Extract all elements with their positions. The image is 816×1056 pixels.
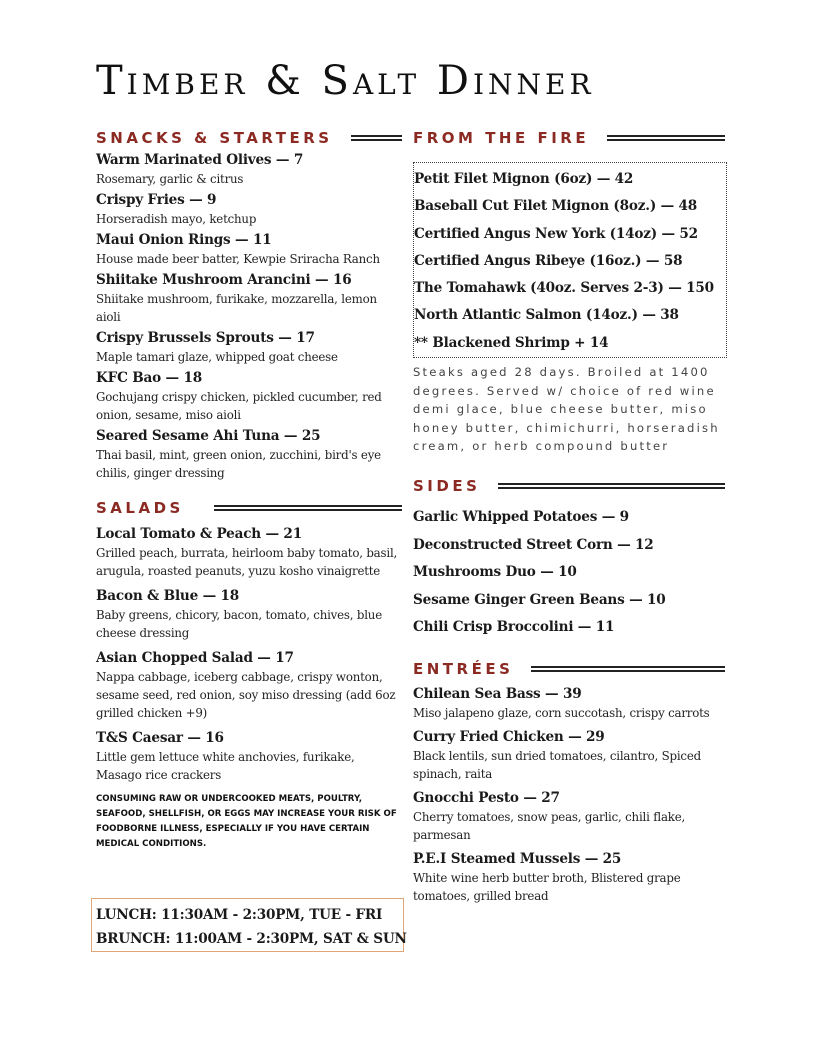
menu-item: Mushrooms Duo — 10 xyxy=(413,564,577,581)
steak-list-box xyxy=(413,162,727,358)
menu-item xyxy=(96,151,402,188)
item-description: Baby greens, chicory, bacon, tomato, chives, blue cheese dressing xyxy=(96,608,382,640)
item-description: Little gem lettuce white anchovies, furikake, Masago rice crackers xyxy=(96,750,355,782)
food-safety-warning: CONSUMING RAW OR UNDERCOOKED MEATS, POULTRY, SEAFOOD, SHELLFISH, OR EGGS MAY INCREASE YOUR RISK OF FOODBORNE ILLNESS, ESPECIALLY IF YOU HAVE CERTAIN MEDICAL CONDITIONS. xyxy=(96,794,397,849)
item-name: Curry Fried Chicken — 29 xyxy=(413,728,605,745)
item-description: Gochujang crispy chicken, pickled cucumber, red onion, sesame, miso aioli xyxy=(96,390,382,422)
right-column xyxy=(413,128,725,905)
snacks-section xyxy=(96,128,402,482)
menu-item: Baseball Cut Filet Mignon (8oz.) — 48 xyxy=(414,198,698,215)
item-description: House made beer batter, Kewpie Sriracha Ranch xyxy=(96,252,380,266)
item-name: Bacon & Blue — 18 xyxy=(96,588,240,604)
section-title: SALADS xyxy=(96,499,184,517)
menu-item: Sesame Ginger Green Beans — 10 xyxy=(413,591,666,608)
section-title: FROM THE FIRE xyxy=(413,129,590,147)
item-description: Shiitake mushroom, furikake, mozzarella, lemon aioli xyxy=(96,292,377,324)
lunch-hours: LUNCH: 11:30AM - 2:30PM, TUE - FRI xyxy=(96,907,383,923)
item-name: Local Tomato & Peach — 21 xyxy=(96,526,302,542)
hours-box xyxy=(91,898,407,952)
section-divider xyxy=(607,135,725,141)
section-divider xyxy=(351,135,402,141)
menu-item xyxy=(96,231,402,268)
item-description: Nappa cabbage, iceberg cabbage, crispy wonton, sesame seed, red onion, soy miso dressing (add 6oz grilled chicken +9) xyxy=(96,670,396,720)
item-name: Crispy Fries — 9 xyxy=(96,192,217,208)
item-name: Maui Onion Rings — 11 xyxy=(96,232,272,248)
item-description: Cherry tomatoes, snow peas, garlic, chili flake, parmesan xyxy=(413,809,686,842)
item-name: Warm Marinated Olives — 7 xyxy=(96,152,304,168)
menu-item xyxy=(96,369,402,424)
menu-item xyxy=(413,685,725,722)
menu-item xyxy=(96,191,402,228)
section-divider xyxy=(498,483,725,489)
left-column xyxy=(96,128,402,852)
salads-section xyxy=(96,498,402,784)
menu-item xyxy=(96,649,402,722)
item-name: Seared Sesame Ahi Tuna — 25 xyxy=(96,428,321,444)
item-name: T&S Caesar — 16 xyxy=(96,730,224,746)
menu-item xyxy=(96,329,402,366)
item-name: Shiitake Mushroom Arancini — 16 xyxy=(96,272,352,288)
item-name: Crispy Brussels Sprouts — 17 xyxy=(96,330,315,346)
menu-item: Certified Angus New York (14oz) — 52 xyxy=(414,225,698,242)
section-header xyxy=(413,476,725,496)
item-name: P.E.I Steamed Mussels — 25 xyxy=(413,850,622,867)
item-name: Gnocchi Pesto — 27 xyxy=(413,789,560,806)
menu-item xyxy=(96,587,402,642)
menu-item xyxy=(96,525,402,580)
item-description: Maple tamari glaze, whipped goat cheese xyxy=(96,350,338,364)
menu-item: North Atlantic Salmon (14oz.) — 38 xyxy=(414,307,679,324)
section-title: SNACKS & STARTERS xyxy=(96,129,333,147)
menu-item xyxy=(96,427,402,482)
item-name: KFC Bao — 18 xyxy=(96,370,202,386)
section-header xyxy=(413,659,725,679)
section-header xyxy=(96,498,402,518)
brunch-hours: BRUNCH: 11:00AM - 2:30PM, SAT & SUN xyxy=(96,931,407,947)
item-name: Chilean Sea Bass — 39 xyxy=(413,685,582,702)
section-header xyxy=(413,128,725,148)
item-description: Rosemary, garlic & citrus xyxy=(96,172,244,186)
item-description: White wine herb butter broth, Blistered grape tomatoes, grilled bread xyxy=(413,870,681,903)
menu-item xyxy=(96,271,402,326)
menu-item: ** Blackened Shrimp + 14 xyxy=(414,334,609,351)
menu-item xyxy=(413,728,725,783)
steak-note: Steaks aged 28 days. Broiled at 1400 degrees. Served w/ choice of red wine demi glace, blue cheese butter, miso honey butter, chimichurri, horseradish cream, or herb compound butter xyxy=(413,365,720,454)
section-title: SIDES xyxy=(413,477,481,496)
from-the-fire-section xyxy=(413,128,725,456)
menu-item xyxy=(413,789,725,844)
menu-item: The Tomahawk (40oz. Serves 2-3) — 150 xyxy=(414,280,714,297)
menu-item xyxy=(413,850,725,905)
item-description: Black lentils, sun dried tomatoes, cilantro, Spiced spinach, raita xyxy=(413,748,701,781)
item-description: Thai basil, mint, green onion, zucchini, bird's eye chilis, ginger dressing xyxy=(96,448,381,480)
menu-item xyxy=(96,729,402,784)
item-description: Horseradish mayo, ketchup xyxy=(96,212,257,226)
menu-title: Timber & Salt Dinner xyxy=(96,58,595,104)
item-name: Asian Chopped Salad — 17 xyxy=(96,650,294,666)
item-description: Grilled peach, burrata, heirloom baby tomato, basil, arugula, roasted peanuts, yuzu kosho vinaigrette xyxy=(96,546,398,578)
menu-item: Chili Crisp Broccolini — 11 xyxy=(413,619,615,636)
item-description: Miso jalapeno glaze, corn succotash, crispy carrots xyxy=(413,705,710,720)
menu-item: Certified Angus Ribeye (16oz.) — 58 xyxy=(414,252,683,269)
menu-item: Garlic Whipped Potatoes — 9 xyxy=(413,509,629,526)
section-header xyxy=(96,128,402,148)
menu-item: Deconstructed Street Corn — 12 xyxy=(413,536,654,553)
menu-item: Petit Filet Mignon (6oz) — 42 xyxy=(414,171,634,187)
entrees-section xyxy=(413,659,725,905)
section-title: ENTRÉES xyxy=(413,659,514,678)
sides-section xyxy=(413,476,725,642)
section-divider xyxy=(531,666,725,672)
sides-list xyxy=(413,504,725,642)
section-divider xyxy=(214,505,402,511)
